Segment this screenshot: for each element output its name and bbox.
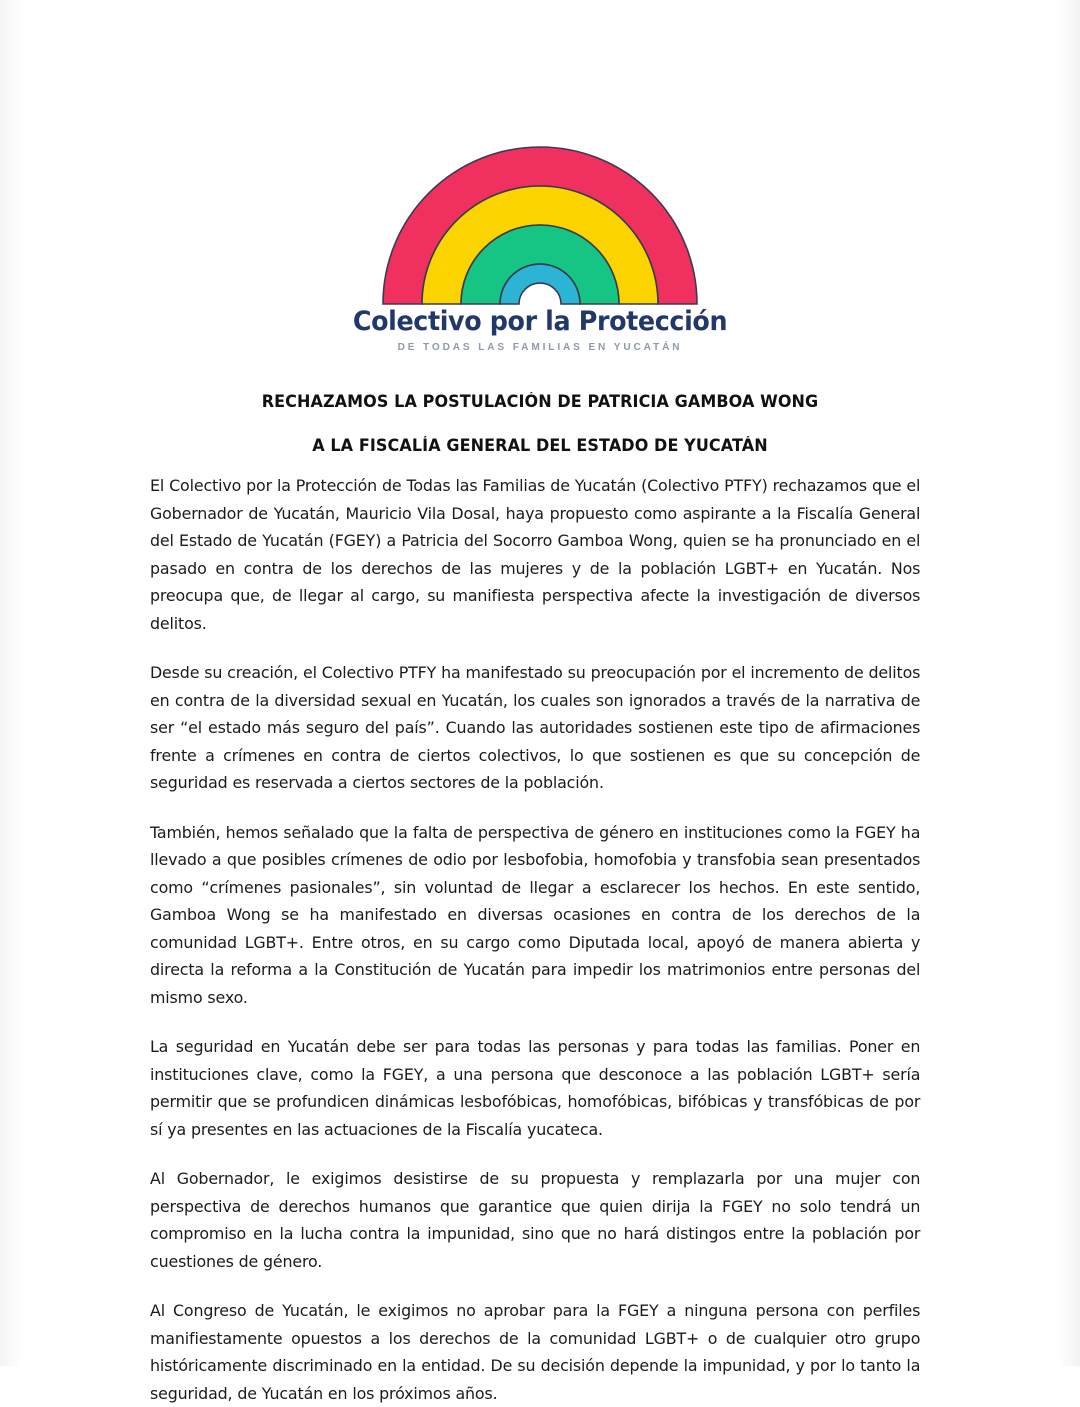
paragraph-2: Desde su creación, el Colectivo PTFY ha manifestado su preocupación por el incremento de delitos en contra de la diversidad sexual en Yucatán, los cuales son ignorados a través de la narrativa de ser “el estado más seguro del país”. Cuando las autoridades sostienen este tipo de afirmaciones frente a crímenes en contra de ciertos colectivos, lo que sostienen es que su concepción de seguridad es reservada a ciertos sectores de la población. (150, 663, 921, 792)
paragraph-5: Al Gobernador, le exigimos desistirse de su propuesta y remplazarla por una mujer con perspectiva de derechos humanos que garantice que quien dirija la FGEY no solo tendrá un compromiso en la lucha contra la impunidad, sino que no hará distingos entre la población por cuestiones de género. (150, 1169, 921, 1271)
logo-title: Colectivo por la Protección (352, 306, 728, 337)
paragraph-3: También, hemos señalado que la falta de perspectiva de género en instituciones como la FGEY ha llevado a que posibles crímenes de odio por lesbofobia, homofobia y transfobia sean presentados como “crímenes pasionales”, sin voluntad de llegar a esclarecer los hechos. En este sentido, Gamboa Wong se ha manifestado en diversas ocasiones en contra de los derechos de la comunidad LGBT+. Entre otros, en su cargo como Diputada local, apoyó de manera abierta y directa la reforma a la Constitución de Yucatán para impedir los matrimonios entre personas del mismo sexo. (150, 822, 921, 1007)
logo-subtitle: DE TODAS LAS FAMILIAS EN YUCATÁN (397, 341, 683, 354)
organization-logo (0, 138, 1080, 353)
document-headings (0, 392, 1080, 455)
rainbow-icon (381, 138, 699, 306)
document-body (150, 472, 932, 1407)
paragraph-4: La seguridad en Yucatán debe ser para todas las personas y para todas las familias. Poner en instituciones clave, como la FGEY, a una persona que desconoce a las población LGBT+ sería permitir que se profundicen dinámicas lesbofóbicas, homofóbicas, bifóbicas y transfóbicas de por sí ya presentes en las actuaciones de la Fiscalía yucateca. (150, 1037, 921, 1139)
page-title: RECHAZAMOS LA POSTULACIÓN DE PATRICIA GAMBOA WONG (261, 392, 819, 411)
paragraph-1: El Colectivo por la Protección de Todas las Familias de Yucatán (Colectivo PTFY) rechazamos que el Gobernador de Yucatán, Mauricio Vila Dosal, haya propuesto como aspirante a la Fiscalía General del Estado de Yucatán (FGEY) a Patricia del Socorro Gamboa Wong, quien se ha pronunciado en el pasado en contra de los derechos de las mujeres y de la población LGBT+ en Yucatán. Nos preocupa que, de llegar al cargo, su manifiesta perspectiva afecte la investigación de diversos delitos. (150, 476, 921, 633)
paragraph-6: Al Congreso de Yucatán, le exigimos no aprobar para la FGEY a ninguna persona con perfiles manifiestamente opuestos a los derechos de la comunidad LGBT+ o de cualquier otro grupo históricamente discriminado en la entidad. De su decisión depende la impunidad, y por lo tanto la seguridad, de Yucatán en los próximos años. (150, 1301, 921, 1403)
page-subtitle: A LA FISCALÍA GENERAL DEL ESTADO DE YUCATÁN (312, 436, 768, 455)
